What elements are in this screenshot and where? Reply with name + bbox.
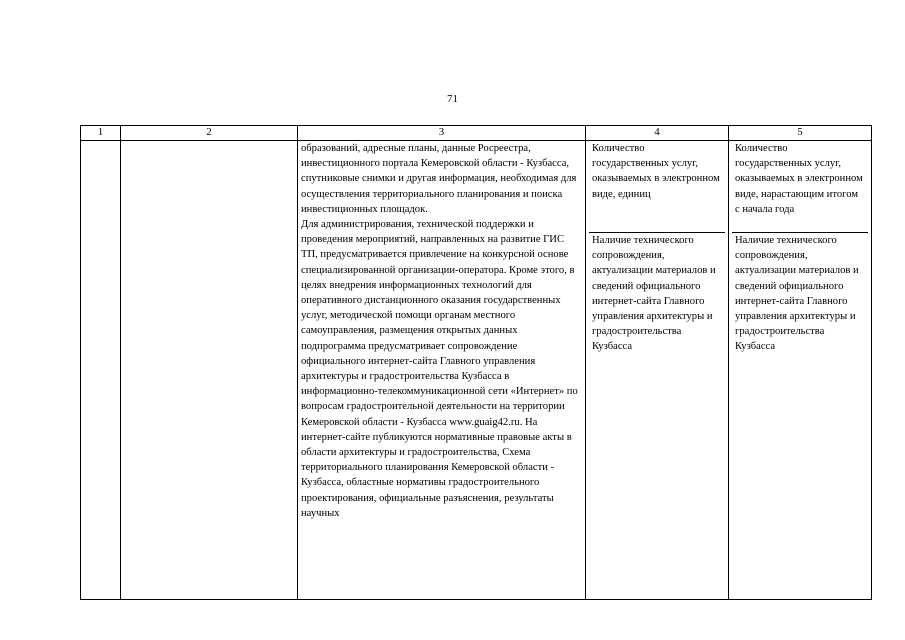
header-col-4: 4 xyxy=(586,126,729,141)
description-paragraph-2: Для администрирования, технической поддержки и проведения мероприятий, направленных на развитие ГИС ТП, предусматривается привлечение на конкурсной основе специализированной организации-оператора. Кроме этого, в целях внедрения информационных технологий для оперативного дистанционного оказания государственных услуг, методической помощи органам местного самоуправления, размещения открытых данных подпрограмма предусматривает сопровождение официального интернет-сайта Главного управления архитектуры и градостроительства Кузбасса в информационно-телекоммуникационной сети «Интернет» по вопросам градостроительной деятельности на территории Кемеровской области - Кузбасса www.guaig42.ru. На интернет-сайте публикуются нормативные правовые акты в области архитектуры и градостроительства, Схема территориального планирования Кемеровской области - Кузбасса, областные нормативы градостроительного проектирования, официальные разъяснения, результаты научных xyxy=(301,219,578,519)
table-row xyxy=(81,141,872,600)
page-number: 71 xyxy=(447,93,458,105)
indicator-website-support-2: Наличие технического сопровождения, актуализации материалов и сведений официального интернет-сайта Главного управления архитектуры и градостроительства Кузбасса xyxy=(735,235,859,353)
table-header-row xyxy=(81,126,872,141)
cell-col-2 xyxy=(121,141,298,600)
cell-col-1 xyxy=(81,141,121,600)
cell-col-5-indicators xyxy=(729,141,872,600)
header-col-2: 2 xyxy=(121,126,298,141)
description-paragraph-1: образований, адресные планы, данные Росреестра, инвестиционного портала Кемеровской области - Кузбасса, спутниковые снимки и другая информация, необходимая для осуществления территориального планирования и поиска инвестиционных площадок. xyxy=(301,143,577,215)
header-col-1: 1 xyxy=(81,126,121,141)
cell-col-3-description xyxy=(298,141,586,600)
indicator-services-count: Количество государственных услуг, оказываемых в электронном виде, единиц xyxy=(589,141,725,233)
indicator-website-support: Наличие технического сопровождения, актуализации материалов и сведений официального интернет-сайта Главного управления архитектуры и градостроительства Кузбасса xyxy=(592,235,716,353)
cell-col-4-indicators xyxy=(586,141,729,600)
header-col-5: 5 xyxy=(729,126,872,141)
header-col-3: 3 xyxy=(298,126,586,141)
indicator-services-cumulative: Количество государственных услуг, оказываемых в электронном виде, нарастающим итогом с начала года xyxy=(732,141,868,233)
document-table xyxy=(80,125,872,600)
